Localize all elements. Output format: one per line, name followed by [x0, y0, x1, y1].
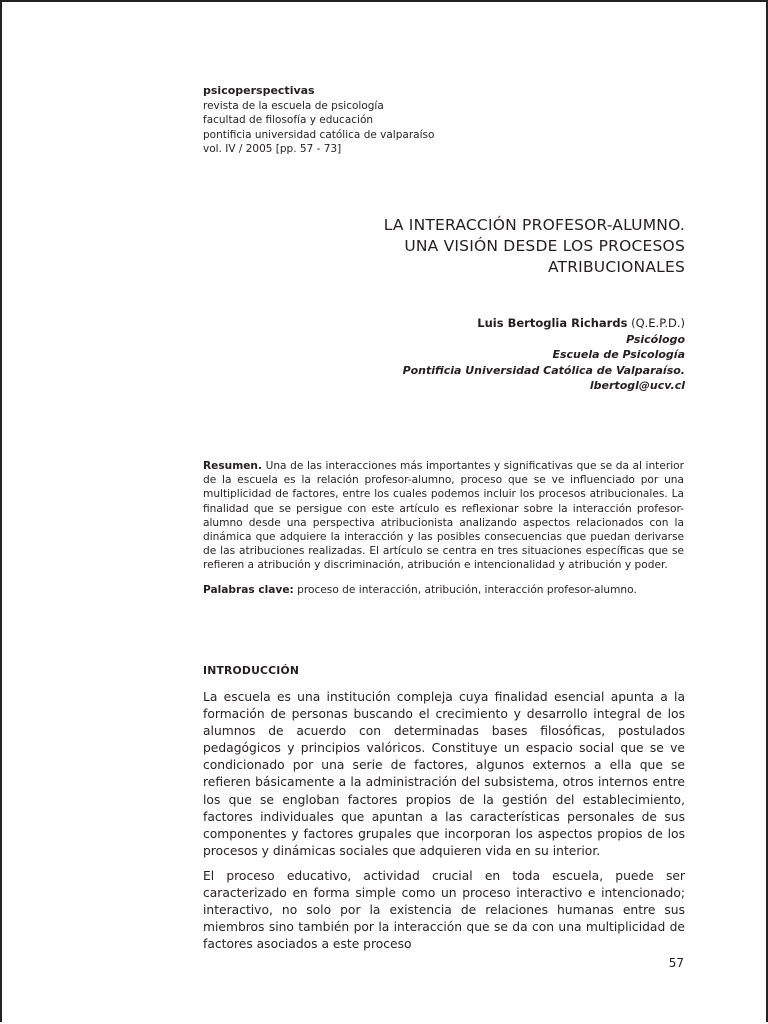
author-university: Pontificia Universidad Católica de Valparaíso. — [402, 363, 685, 377]
title-line-1: LA INTERACCIÓN PROFESOR-ALUMNO. — [383, 216, 685, 234]
author-school: Escuela de Psicología — [552, 348, 685, 361]
author-line — [403, 316, 685, 332]
title-line-2: UNA VISIÓN DESDE LOS PROCESOS — [404, 237, 685, 255]
journal-header — [203, 84, 434, 157]
author-email[interactable]: lbertogl@ucv.cl — [589, 379, 685, 392]
journal-line-1: revista de la escuela de psicología — [203, 99, 384, 112]
journal-name: psicoperspectivas — [203, 84, 315, 97]
keywords-label: Palabras clave: — [203, 584, 294, 596]
page-number: 57 — [668, 956, 684, 970]
paragraph-2: El proceso educativo, actividad crucial en toda escuela, puede ser caracterizado en forma simple como un proceso interactivo e intencionado; interactivo, no solo por la existencia de relaciones humanas entre sus miembros sino también por la interacción que se da con una multiplicidad de factores asociados a este proceso — [203, 868, 685, 952]
body-text — [203, 689, 685, 961]
author-name: Luis Bertoglia Richards — [477, 316, 628, 330]
article-title — [384, 215, 685, 278]
journal-line-4: vol. IV / 2005 [pp. 57 - 73] — [203, 143, 342, 155]
title-line-3: ATRIBUCIONALES — [547, 258, 685, 276]
abstract — [203, 459, 684, 573]
abstract-text: Una de las interacciones más importantes y significativas que se da al interior de la escuela es la relación profesor-alumno, proceso que se ve influenciado por una multiplicidad de factores, entre los cuales podemos incluir los procesos atribucionales. La finalidad que se persigue con este artículo es reflexionar sobre la interacción profesor-alumno desde una perspectiva atribucionista analizando aspectos relacionados con la dinámica que adquiere la interacción y las posibles consecuencias que puedan derivarse de las atribuciones realizadas. El artículo se centra en tres situaciones específicas que se refieren a atribución y discriminación, atribución e intencionalidad y atribución y poder. — [203, 460, 684, 572]
author-block — [403, 316, 685, 394]
keywords — [203, 583, 684, 597]
journal-line-2: facultad de filosofía y educación — [203, 114, 374, 126]
paragraph-1: La escuela es una institución compleja cuya finalidad esencial apunta a la formación de personas buscando el crecimiento y desarrollo integral de los alumnos de acuerdo con determinadas bases filosóficas, postulados pedagógicos y principios valóricos. Constituye un espacio social que se ve condicionado por una serie de factores, algunos externos a ella que se refieren básicamente a la administración del subsistema, otros internos entre los que se engloban factores propios de la gestión del establecimiento, factores individuales que apuntan a las características personales de sus componentes y factores grupales que incorporan los aspectos propios de los procesos y dinámicas sociales que adquieren vida en su interior. — [203, 690, 685, 858]
author-role: Psicólogo — [626, 332, 685, 346]
journal-line-3: pontificia universidad católica de valparaíso — [203, 128, 435, 141]
section-title: INTRODUCCIÓN — [203, 664, 300, 677]
keywords-text: proceso de interacción, atribución, interacción profesor-alumno. — [297, 584, 637, 596]
author-note: (Q.E.P.D.) — [631, 316, 685, 330]
abstract-label: Resumen. — [203, 460, 262, 472]
